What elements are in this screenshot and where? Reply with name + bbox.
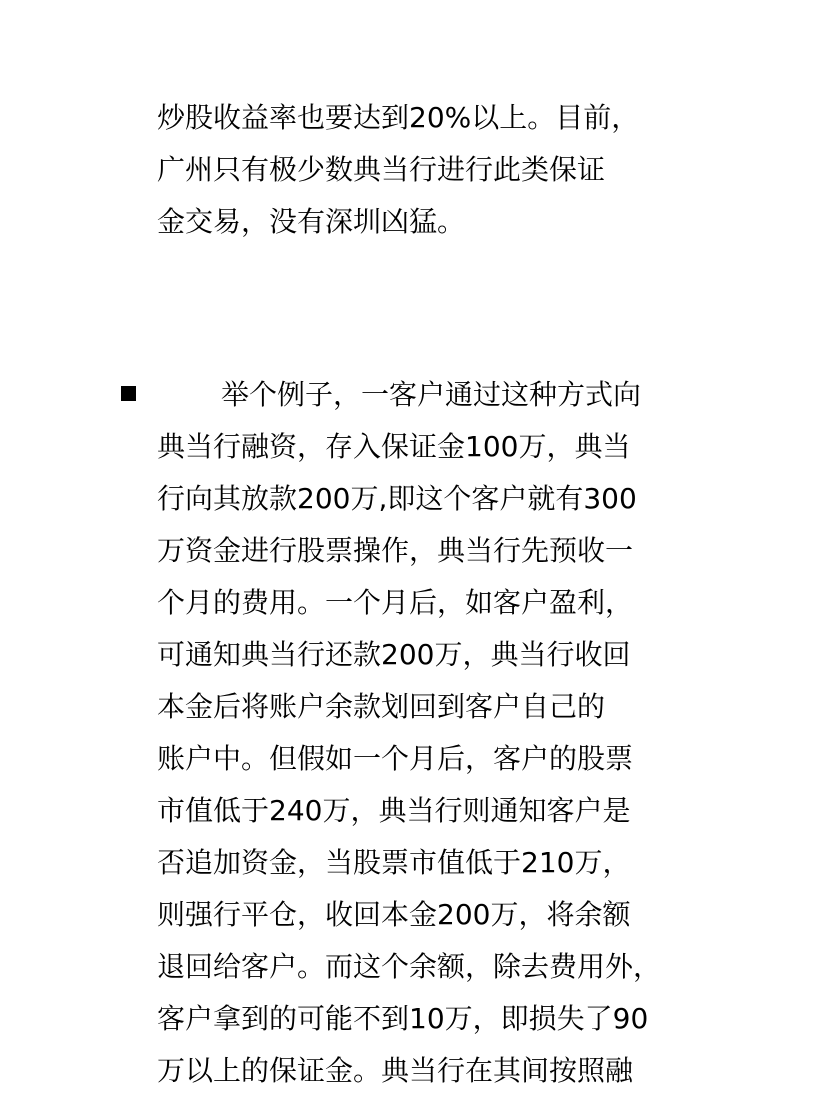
- text-line-indented: [157, 369, 717, 421]
- text-line: 可通知典当行还款200万，典当行收回: [157, 638, 631, 671]
- paragraph-1: [157, 92, 717, 248]
- text-line: 则强行平仓，收回本金200万，将余额: [157, 898, 631, 931]
- text-line: 炒股收益率也要达到20%以上。目前，: [157, 101, 640, 134]
- paragraph-2: [157, 369, 717, 1097]
- text-line: 行向其放款200万,即这个客户就有300: [157, 482, 637, 515]
- text-line-content: 举个例子，一客户通过这种方式向: [221, 378, 642, 411]
- text-line: 典当行融资，存入保证金100万，典当: [157, 430, 631, 463]
- text-line: 万资金进行股票操作，典当行先预收一: [157, 534, 634, 567]
- text-line: 否追加资金，当股票市值低于210万，: [157, 846, 631, 879]
- square-bullet-icon: [121, 386, 136, 401]
- text-line: 客户拿到的可能不到10万，即损失了90: [157, 1002, 649, 1035]
- text-line: 广州只有极少数典当行进行此类保证: [157, 153, 606, 186]
- text-line: 账户中。但假如一个月后，客户的股票: [157, 742, 634, 775]
- text-line: 个月的费用。一个月后，如客户盈利，: [157, 586, 634, 619]
- text-line: 退回给客户。而这个余额，除去费用外，: [157, 950, 662, 983]
- text-line: 市值低于240万，典当行则通知客户是: [157, 794, 631, 827]
- text-line: 本金后将账户余款划回到客户自己的: [157, 690, 606, 723]
- text-line: 万以上的保证金。典当行在其间按照融: [157, 1054, 634, 1087]
- text-line: 金交易，没有深圳凶猛。: [157, 205, 466, 238]
